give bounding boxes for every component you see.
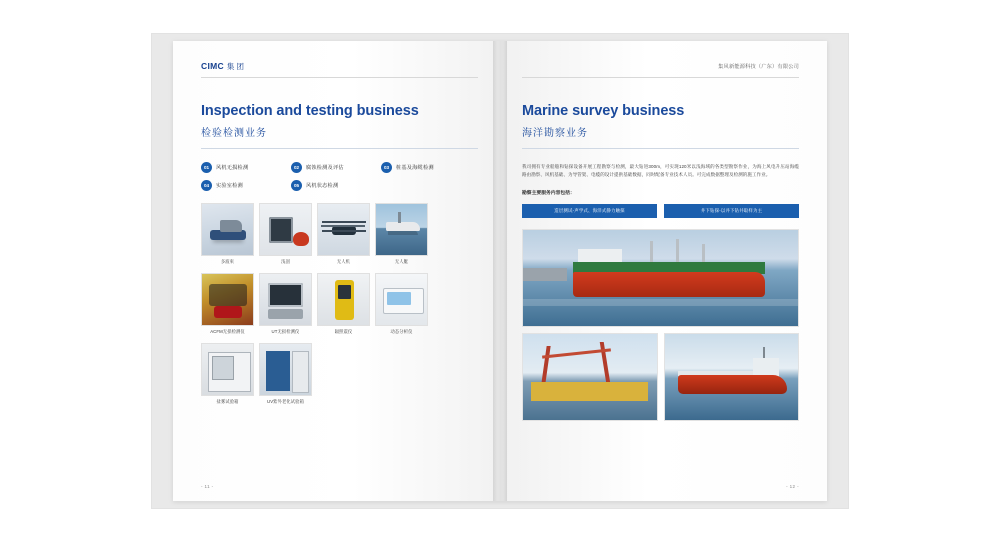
left-page-title-en: Inspection and testing business xyxy=(201,103,419,119)
service-pill: 井下钻探-以井下钻井取样为主 xyxy=(664,204,799,218)
photo-caption: 辐照震仪 xyxy=(334,328,353,334)
chip-label: 实验室检测 xyxy=(216,182,243,189)
equipment-photo xyxy=(201,273,254,326)
right-page-number: - 12 - xyxy=(786,484,799,489)
photo-cell xyxy=(259,273,312,335)
service-chip xyxy=(291,162,365,173)
uv-aging-chamber-icon xyxy=(260,344,311,395)
right-page xyxy=(500,41,827,501)
wake-shape xyxy=(523,299,798,307)
photo-cell xyxy=(259,203,312,265)
photo-caption: 无人艇 xyxy=(394,258,409,264)
survey-vessel-icon xyxy=(665,334,799,420)
company-name: 集风新能源科技（广东）有限公司 xyxy=(718,63,799,70)
service-chip xyxy=(291,180,365,191)
service-chip xyxy=(201,180,275,191)
brochure-spread xyxy=(173,41,827,501)
photo-cell xyxy=(317,203,370,265)
left-page xyxy=(173,41,500,501)
chip-label: 风机状态检测 xyxy=(306,182,339,189)
chip-number: 02 xyxy=(291,162,302,173)
ultrasonic-tester-icon xyxy=(260,274,311,325)
barge-shape xyxy=(531,382,648,401)
service-pill-row xyxy=(522,204,799,218)
equipment-photo xyxy=(259,343,312,396)
equipment-photo xyxy=(259,203,312,256)
salt-spray-chamber-icon xyxy=(202,344,253,395)
right-page-title-en: Marine survey business xyxy=(522,103,685,119)
multibeam-sonar-icon xyxy=(202,204,253,255)
acfm-tester-icon xyxy=(202,274,253,325)
port-vessel-photo xyxy=(522,229,799,327)
photo-caption: 动态分析仪 xyxy=(390,328,413,334)
photo-caption: 无人机 xyxy=(336,258,351,264)
unmanned-vessel-icon xyxy=(376,204,427,255)
photo-cell xyxy=(201,273,254,335)
right-page-header xyxy=(522,59,799,78)
service-pill: 造层测试-声学式、海洋式静力触探 xyxy=(522,204,657,218)
equipment-photo xyxy=(317,203,370,256)
chip-label: 腐蚀检测及评估 xyxy=(306,164,344,171)
logo-wordmark: CIMC xyxy=(201,60,224,71)
photo-caption: UV紫外老化试验箱 xyxy=(267,398,304,404)
photo-row xyxy=(201,203,478,265)
equipment-photo-grid xyxy=(201,203,478,405)
superstructure-shape xyxy=(753,358,780,377)
jack-up-rig-icon xyxy=(523,334,657,420)
photo-caption: UT无损检测仪 xyxy=(271,328,300,334)
photo-cell xyxy=(317,273,370,335)
service-chip xyxy=(201,162,275,173)
chip-label: 桩基及海缆检测 xyxy=(396,164,434,171)
photo-cell xyxy=(259,343,312,405)
marine-photo-grid xyxy=(522,229,799,421)
left-page-header xyxy=(201,59,478,78)
chip-number: 04 xyxy=(201,180,212,191)
vibration-meter-icon xyxy=(318,274,369,325)
photo-caption: 多波束 xyxy=(220,258,235,264)
left-page-title-cn: 检验检测业务 xyxy=(201,127,267,139)
right-title-block xyxy=(522,104,799,149)
hull-shape xyxy=(678,375,787,394)
quay-shape xyxy=(523,268,567,281)
left-page-number: - 11 - xyxy=(201,484,214,489)
rig-tower-shape xyxy=(542,346,551,384)
logo-chinese-mark: 集 团 xyxy=(226,61,245,71)
marine-survey-paragraph: 我司拥有专业船舶和钻探设备开展工程勘察与检测，最大钻进300m，可实现120米以浅海域的各类型勘察作业，为海上风电升压站海缆路由勘察、风机基础、为导管架、电缆的设计提供基础数据，同时配备专业技术人员。可完成数据整理及检测的施工作业。 xyxy=(522,163,799,178)
photo-caption: ACFM无损检测仪 xyxy=(210,328,245,334)
right-page-title-cn: 海洋勘察业务 xyxy=(522,127,588,139)
drone-icon xyxy=(318,204,369,255)
photo-caption: 浅剖 xyxy=(281,258,290,264)
photo-cell xyxy=(201,203,254,265)
equipment-photo xyxy=(375,203,428,256)
equipment-photo xyxy=(375,273,428,326)
marine-photo-pair xyxy=(522,333,799,421)
service-chip-list xyxy=(201,162,478,191)
chip-number: 01 xyxy=(201,162,212,173)
dynamic-analyzer-icon xyxy=(376,274,427,325)
service-chip xyxy=(381,162,455,173)
sub-bottom-profiler-icon xyxy=(260,204,311,255)
hull-shape xyxy=(573,272,766,297)
photo-cell xyxy=(201,343,254,405)
photo-caption: 盐雾试验箱 xyxy=(216,398,239,404)
equipment-photo xyxy=(317,273,370,326)
photo-cell xyxy=(375,273,428,335)
chip-number: 03 xyxy=(381,162,392,173)
equipment-photo xyxy=(201,343,254,396)
photo-row xyxy=(201,343,478,405)
cimc-logo xyxy=(201,61,244,72)
left-title-block xyxy=(201,104,478,149)
chip-label: 风机无损检测 xyxy=(216,164,249,171)
services-subheading: 勘察主要服务内容包括： xyxy=(522,190,575,196)
left-title-divider xyxy=(201,148,478,149)
photo-cell xyxy=(375,203,428,265)
chip-number: 05 xyxy=(291,180,302,191)
equipment-photo xyxy=(259,273,312,326)
right-title-divider xyxy=(522,148,799,149)
drilling-platform-photo xyxy=(522,333,658,421)
cargo-ship-icon xyxy=(523,230,798,326)
equipment-photo xyxy=(201,203,254,256)
photo-row xyxy=(201,273,478,335)
survey-ship-photo xyxy=(664,333,800,421)
